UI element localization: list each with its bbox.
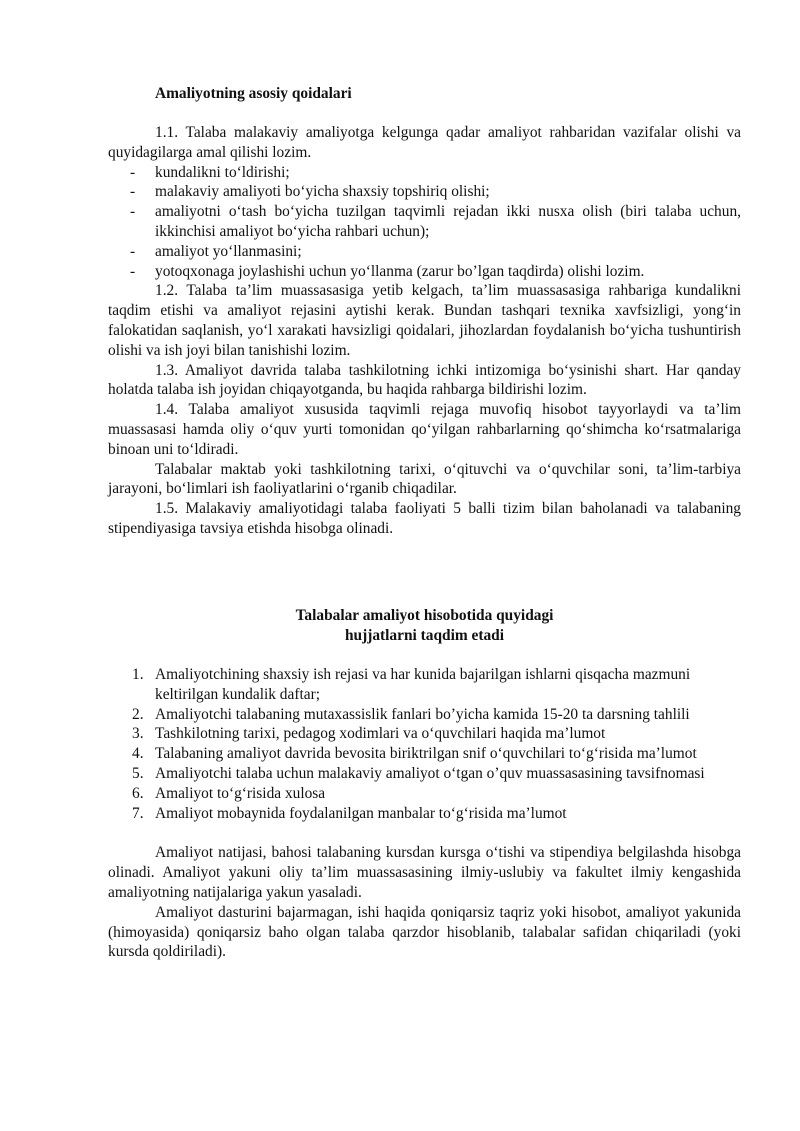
dash-marker: - bbox=[130, 163, 136, 181]
list-number: 5. bbox=[132, 764, 144, 782]
list-number: 2. bbox=[132, 705, 144, 723]
list-item bbox=[108, 665, 741, 705]
list-item bbox=[108, 804, 741, 824]
closing-paragraph-2: Amaliyot dasturini bajarmagan, ishi haqida qoniqarsiz taqriz yoki hisobot, amaliyot yakunida (himoyasida) qoniqarsiz baho olgan talaba qarzdor hisoblanib, talabalar safidan chiqariladi (yoki kursda qoldiriladi). bbox=[108, 903, 741, 961]
list-item bbox=[108, 724, 741, 744]
list-number: 7. bbox=[132, 804, 144, 822]
list-item-text: Talabaning amaliyot davrida bevosita biriktrilgan snif o‘quvchilari to‘g‘risida ma’lumot bbox=[155, 745, 697, 763]
numbered-list bbox=[108, 665, 741, 823]
heading-line-1: Talabalar amaliyot hisobotida quyidagi bbox=[295, 607, 554, 624]
dash-list bbox=[108, 163, 741, 282]
list-item bbox=[108, 744, 741, 764]
list-item bbox=[108, 764, 741, 784]
paragraph-1-1: 1.1. Talaba malakaviy amaliyotga kelgunga qadar amaliyot rahbaridan vazifalar olishi va quyidagilarga amal qilishi lozim. bbox=[108, 124, 741, 161]
list-item-text: malakaviy amaliyoti bo‘yicha shaxsiy topshiriq olishi; bbox=[155, 183, 490, 201]
list-item bbox=[108, 182, 741, 202]
list-item bbox=[108, 242, 741, 262]
dash-marker: - bbox=[130, 242, 136, 260]
section-heading-rules: Amaliyotning asosiy qoidalari bbox=[155, 85, 352, 102]
closing-paragraph-1: Amaliyot natijasi, bahosi talabaning kursdan kursga o‘tishi va stipendiya belgilashda hisobga olinadi. Amaliyot yakuni oliy ta’lim muassasasining ilmiy-uslubiy va fakultet ilmiy kengashida amaliyotning natijalariga yakun yasaladi. bbox=[108, 844, 741, 901]
list-item-text: Amaliyotchi talabaning mutaxassislik fanlari bo’yicha kamida 15-20 ta darsning tahlili bbox=[155, 705, 690, 723]
list-item bbox=[108, 202, 741, 242]
paragraph-1-3: 1.3. Amaliyot davrida talaba tashkilotning ichki intizomiga bo‘ysinishi shart. Har qanday holatda talaba ish joyidan chiqayotganda, bu haqida rahbarga bildirishi lozim. bbox=[108, 361, 741, 399]
list-number: 3. bbox=[132, 725, 144, 743]
paragraph-1-5: 1.5. Malakaviy amaliyotidagi talaba faoliyati 5 balli tizim bilan baholanadi va talabaning stipendiyasiga tavsiya etishda hisobga olinadi. bbox=[108, 500, 741, 537]
paragraph-1-4: 1.4. Talaba amaliyot xususida taqvimli rejaga muvofiq hisobot tayyorlaydi va ta’lim muassasasi hamda oliy o‘quv yurti tomonidan qo‘yilgan rahbarlarning qo‘shimcha ko‘rsatmalariga binoan uni to‘ldiradi. bbox=[108, 401, 741, 458]
list-item-text: Amaliyot to‘g‘risida xulosa bbox=[155, 784, 326, 802]
list-number: 6. bbox=[132, 784, 144, 802]
list-item-text: Amaliyot mobaynida foydalanilgan manbalar to‘g‘risida ma’lumot bbox=[155, 804, 567, 822]
dash-marker: - bbox=[130, 262, 136, 280]
list-number: 4. bbox=[132, 745, 144, 763]
list-item bbox=[108, 705, 741, 725]
list-item-text: amaliyotni o‘tash bo‘yicha tuzilgan taqvimli rejadan ikki nusxa olish (biri talaba uchun, ikkinchisi amaliyot bo‘yicha rahbari uchun); bbox=[155, 203, 741, 240]
documents-section bbox=[108, 665, 741, 962]
list-item-text: Tashkilotning tarixi, pedagog xodimlari va o‘quvchilari haqida ma’lumot bbox=[155, 725, 606, 743]
list-item-text: kundalikni to‘ldirishi; bbox=[155, 163, 290, 181]
rules-section bbox=[108, 123, 741, 539]
section-heading-documents bbox=[108, 606, 741, 646]
list-item bbox=[108, 262, 741, 282]
heading-line-2: hujjatlarni taqdim etadi bbox=[344, 626, 505, 644]
list-item-text: amaliyot yo‘llanmasini; bbox=[155, 242, 302, 260]
list-number: 1. bbox=[132, 666, 144, 683]
paragraph-1-2: 1.2. Talaba ta’lim muassasasiga yetib kelgach, ta’lim muassasasiga rahbariga kundalikni taqdim etishi va amaliyot rejasini aytishi kerak. Bundan tashqari texnika xavfsizligi, yong‘in falokatidan saqlanish, yo‘l xarakati havsizligi qoidalari, jihozlardan foydalanish bo‘yicha tushuntirish olishi va ish joyi bilan tanishishi lozim. bbox=[108, 282, 741, 359]
list-item bbox=[108, 784, 741, 804]
list-item-text: Amaliyotchining shaxsiy ish rejasi va har kunida bajarilgan ishlarni qisqacha mazmuni keltirilgan kundalik daftar; bbox=[155, 666, 691, 703]
list-item-text: yotoqxonaga joylashishi uchun yo‘llanma (zarur bo’lgan taqdirda) olishi lozim. bbox=[155, 262, 645, 280]
list-item-text: Amaliyotchi talaba uchun malakaviy amaliyot o‘tgan o’quv muassasasining tavsifnomasi bbox=[155, 764, 705, 782]
spacer bbox=[108, 823, 741, 843]
dash-marker: - bbox=[130, 183, 136, 201]
list-item bbox=[108, 163, 741, 183]
paragraph-1-4-continued: Talabalar maktab yoki tashkilotning tarixi, o‘qituvchi va o‘quvchilar soni, ta’lim-tarbiya jarayoni, bo‘limlari ish faoliyatlarini o‘rganib chiqadilar. bbox=[108, 460, 741, 498]
dash-marker: - bbox=[130, 203, 136, 221]
